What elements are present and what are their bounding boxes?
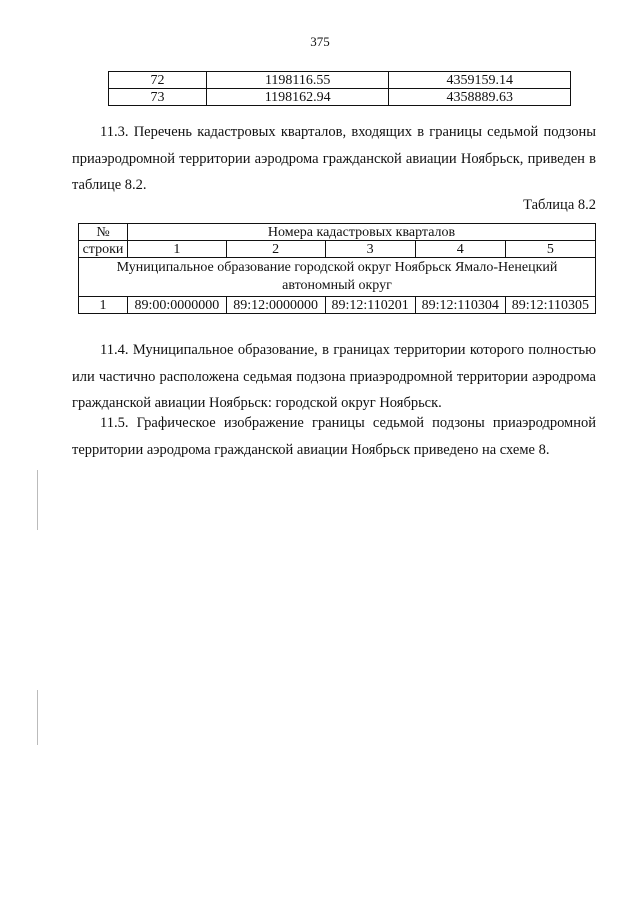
coordinate-x: 1198116.55 <box>206 72 389 89</box>
cadastral-quarter: 89:12:0000000 <box>226 297 325 314</box>
header-row-number-symbol: № <box>79 224 128 241</box>
table-caption: Таблица 8.2 <box>523 197 596 213</box>
cadastral-quarters-table <box>78 223 596 314</box>
cadastral-quarter: 89:00:0000000 <box>128 297 227 314</box>
scan-margin-mark <box>37 470 38 530</box>
scan-margin-mark <box>37 690 38 745</box>
row-number: 1 <box>79 297 128 314</box>
point-number: 72 <box>109 72 207 89</box>
paragraph-11-5: 11.5. Графическое изображение границы седьмой подзоны приаэродромной территории аэродрома гражданской авиации Ноябрьск приведено на схеме 8. <box>72 415 596 458</box>
table-header-row <box>79 224 596 241</box>
paragraph-11-3: 11.3. Перечень кадастровых кварталов, входящих в границы седьмой подзоны приаэродромной территории аэродрома гражданской авиации Ноябрьск, приведен в таблице 8.2. <box>72 124 596 193</box>
header-row-label: строки <box>79 241 128 258</box>
cadastral-quarter: 89:12:110304 <box>415 297 505 314</box>
table-row <box>109 72 571 89</box>
table-row <box>109 89 571 106</box>
table-header-row <box>79 241 596 258</box>
header-cadastral-numbers: Номера кадастровых кварталов <box>128 224 596 241</box>
coordinates-table <box>108 71 571 106</box>
municipality-row: Муниципальное образование городской округ Ноябрьск Ямало-Ненецкий автономный округ <box>79 258 596 297</box>
column-number: 2 <box>226 241 325 258</box>
point-number: 73 <box>109 89 207 106</box>
column-number: 4 <box>415 241 505 258</box>
coordinate-y: 4358889.63 <box>389 89 571 106</box>
coordinate-y: 4359159.14 <box>389 72 571 89</box>
cadastral-quarter: 89:12:110305 <box>505 297 595 314</box>
page-number: 375 <box>310 34 330 49</box>
column-number: 5 <box>505 241 595 258</box>
column-number: 1 <box>128 241 227 258</box>
coordinate-x: 1198162.94 <box>206 89 389 106</box>
column-number: 3 <box>325 241 415 258</box>
table-row <box>79 258 596 297</box>
paragraph-11-4: 11.4. Муниципальное образование, в границах территории которого полностью или частично расположена седьмая подзона приаэродромной территории аэродрома гражданской авиации Ноябрьск: городской округ Ноябрьск. <box>72 342 596 411</box>
table-row <box>79 297 596 314</box>
cadastral-quarter: 89:12:110201 <box>325 297 415 314</box>
